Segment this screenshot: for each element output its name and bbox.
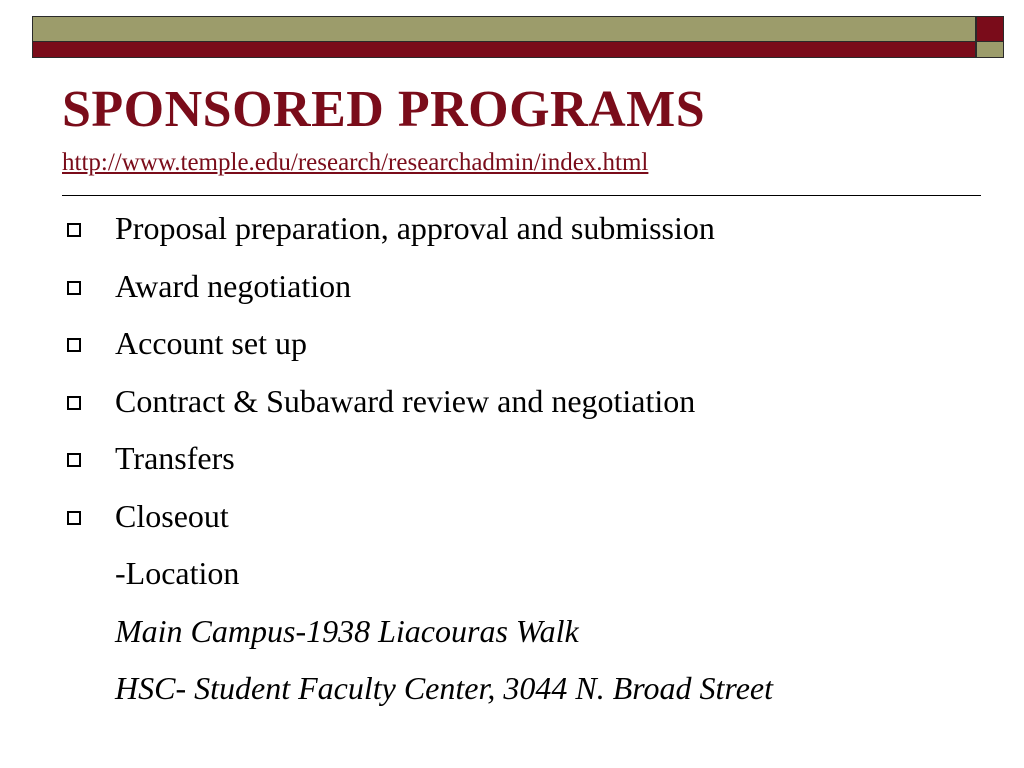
hsc-address: HSC- Student Faculty Center, 3044 N. Broad Street: [115, 670, 773, 706]
square-bullet-icon: [67, 223, 81, 237]
square-bullet-icon: [67, 338, 81, 352]
location-heading-text: -Location: [115, 555, 240, 591]
location-heading: [0, 550, 1024, 608]
list-item: [0, 320, 1024, 378]
list-item: [0, 435, 1024, 493]
location-main-campus: [0, 608, 1024, 666]
title-divider: [62, 195, 981, 196]
research-admin-link[interactable]: http://www.temple.edu/research/researchadmin/index.html: [62, 149, 649, 176]
bullet-list: [0, 205, 1024, 723]
square-bullet-icon: [67, 511, 81, 525]
corner-block-maroon: [976, 16, 1004, 42]
square-bullet-icon: [67, 281, 81, 295]
bullet-text: Award negotiation: [115, 267, 352, 304]
list-item: [0, 493, 1024, 551]
bullet-text: Contract & Subaward review and negotiation: [115, 382, 696, 419]
bullet-text: Closeout: [115, 497, 229, 534]
list-item: [0, 263, 1024, 321]
bullet-text: Transfers: [115, 440, 235, 476]
top-band-olive: [32, 16, 976, 42]
slide-title: SPONSORED PROGRAMS: [62, 81, 706, 138]
bullet-text: Proposal preparation, approval and submission: [115, 210, 715, 246]
square-bullet-icon: [67, 396, 81, 410]
main-campus-address: Main Campus-1938 Liacouras Walk: [115, 612, 579, 649]
top-band-maroon: [32, 42, 976, 58]
list-item: [0, 378, 1024, 436]
square-bullet-icon: [67, 453, 81, 467]
bullet-text: Account set up: [115, 325, 307, 361]
location-hsc: [0, 665, 1024, 723]
list-item: [0, 205, 1024, 263]
corner-block-olive: [976, 42, 1004, 58]
